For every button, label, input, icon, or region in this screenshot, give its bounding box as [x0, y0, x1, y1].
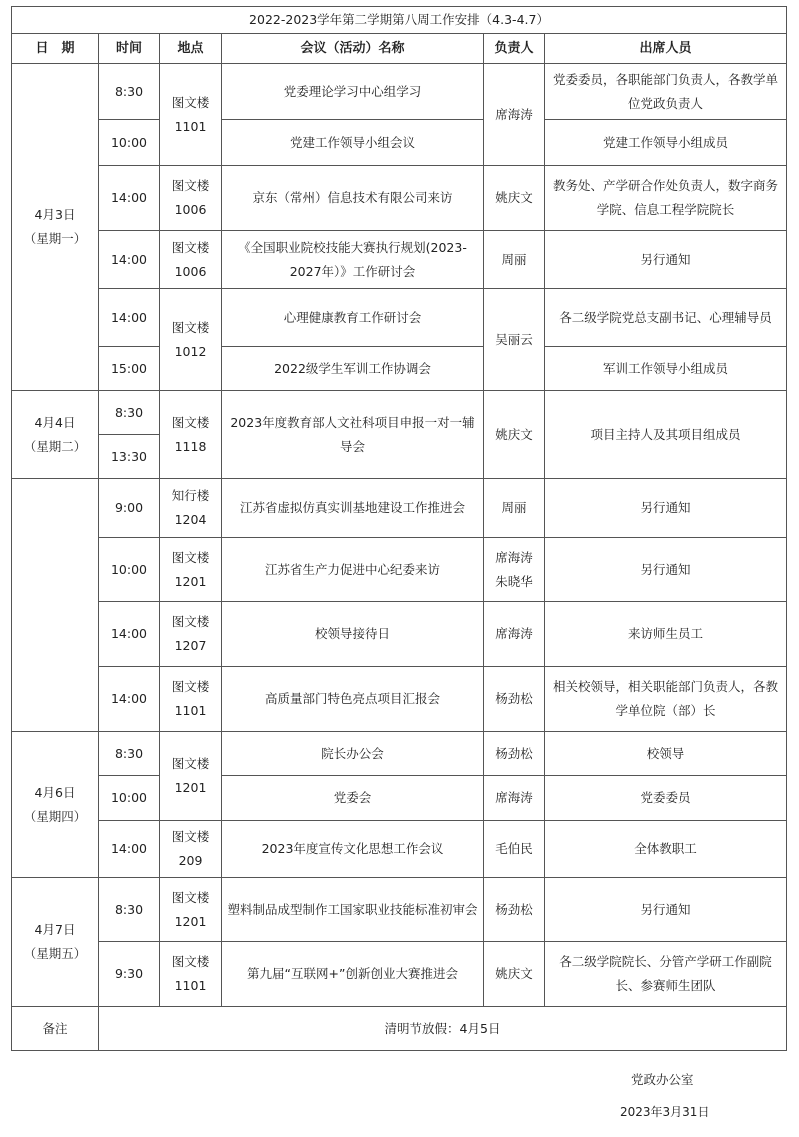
place-room: 1207 — [174, 638, 207, 653]
attendees-cell: 另行通知 — [545, 479, 787, 538]
attendees-cell: 相关校领导，相关职能部门负责人，各教学单位院（部）长 — [545, 667, 787, 732]
table-row — [12, 942, 787, 1007]
meeting-cell: 院长办公会 — [222, 732, 484, 776]
table-row — [12, 391, 787, 435]
place-cell — [160, 64, 222, 166]
leader-name: 朱晓华 — [495, 573, 533, 589]
place-cell — [160, 289, 222, 391]
meeting-cell: 第九届“互联网+”创新创业大赛推进会 — [222, 942, 484, 1007]
weekday-label: （星期二） — [23, 438, 87, 454]
time-cell: 14:00 — [99, 289, 160, 347]
weekday-label: （星期五） — [23, 946, 87, 961]
header-meeting: 会议（活动）名称 — [222, 34, 484, 64]
header-leader: 负责人 — [484, 34, 545, 64]
leader-cell: 杨劲松 — [484, 732, 545, 776]
leader-cell: 杨劲松 — [484, 878, 545, 942]
attendees-cell: 党委委员，各职能部门负责人，各教学单位党政负责人 — [545, 64, 787, 120]
table-row — [12, 667, 787, 732]
attendees-cell: 党建工作领导小组成员 — [545, 120, 787, 166]
place-cell — [160, 166, 222, 231]
time-cell: 14:00 — [99, 231, 160, 289]
time-cell: 14:00 — [99, 821, 160, 878]
attendees-cell: 各二级学院院长、分管产学研工作副院长、参赛师生团队 — [545, 942, 787, 1007]
date-cell — [12, 391, 99, 479]
place-building: 图文楼 — [171, 679, 210, 694]
date-label: 4月6日 — [34, 784, 76, 800]
table-row — [12, 231, 787, 289]
place-room: 209 — [178, 853, 203, 868]
note-label: 备注 — [12, 1007, 99, 1051]
date-cell — [12, 64, 99, 391]
place-building: 图文楼 — [171, 756, 210, 771]
table-row — [12, 120, 787, 166]
place-building: 图文楼 — [171, 954, 210, 969]
date-label: 4月3日 — [34, 207, 76, 222]
time-cell: 14:00 — [99, 602, 160, 667]
time-cell: 8:30 — [99, 64, 160, 120]
page-title: 2022-2023学年第二学期第八周工作安排（4.3-4.7） — [12, 7, 787, 34]
table-row — [12, 479, 787, 538]
time-cell: 13:30 — [99, 435, 160, 479]
attendees-cell: 来访师生员工 — [545, 602, 787, 667]
time-cell: 10:00 — [99, 120, 160, 166]
time-cell: 9:30 — [99, 942, 160, 1007]
meeting-cell: 高质量部门特色亮点项目汇报会 — [222, 667, 484, 732]
leader-cell — [484, 538, 545, 602]
date-cell — [12, 479, 99, 732]
leader-cell: 毛伯民 — [484, 821, 545, 878]
weekday-label: （星期一） — [23, 231, 87, 246]
note-row — [12, 1007, 787, 1051]
table-row — [12, 776, 787, 821]
place-room: 1118 — [174, 438, 207, 454]
place-room: 1101 — [174, 703, 207, 718]
date-label: 4月7日 — [34, 922, 76, 937]
place-building: 知行楼 — [171, 488, 210, 503]
attendees-cell: 另行通知 — [545, 538, 787, 602]
place-building: 图文楼 — [171, 889, 210, 905]
meeting-cell: 心理健康教育工作研讨会 — [222, 289, 484, 347]
place-room: 1201 — [174, 780, 207, 795]
time-cell: 14:00 — [99, 166, 160, 231]
meeting-cell: 2023年度教育部人文社科项目申报一对一辅导会 — [222, 391, 484, 479]
attendees-cell: 校领导 — [545, 732, 787, 776]
place-room: 1204 — [174, 512, 207, 527]
place-cell — [160, 942, 222, 1007]
time-cell: 9:00 — [99, 479, 160, 538]
place-building: 图文楼 — [171, 239, 210, 255]
leader-cell: 周丽 — [484, 479, 545, 538]
issuer-office: 党政办公室 — [631, 1072, 694, 1087]
header-row — [12, 34, 787, 64]
time-cell: 10:00 — [99, 538, 160, 602]
meeting-cell: 江苏省生产力促进中心纪委来访 — [222, 538, 484, 602]
leader-cell: 姚庆文 — [484, 942, 545, 1007]
attendees-cell: 另行通知 — [545, 878, 787, 942]
place-cell — [160, 231, 222, 289]
table-row — [12, 166, 787, 231]
place-cell — [160, 667, 222, 732]
leader-cell: 席海涛 — [484, 602, 545, 667]
date-label: 4月4日 — [34, 414, 76, 430]
table-row — [12, 602, 787, 667]
header-place: 地点 — [160, 34, 222, 64]
weekday-label: （星期四） — [23, 808, 87, 824]
header-time: 时间 — [99, 34, 160, 64]
time-cell: 8:30 — [99, 391, 160, 435]
time-cell: 8:30 — [99, 878, 160, 942]
place-cell — [160, 732, 222, 821]
meeting-cell: 2023年度宣传文化思想工作会议 — [222, 821, 484, 878]
leader-cell: 席海涛 — [484, 64, 545, 166]
meeting-cell: 江苏省虚拟仿真实训基地建设工作推进会 — [222, 479, 484, 538]
place-building: 图文楼 — [171, 178, 210, 193]
header-attendees: 出席人员 — [545, 34, 787, 64]
place-building: 图文楼 — [171, 319, 210, 335]
place-cell — [160, 538, 222, 602]
place-building: 图文楼 — [171, 549, 210, 565]
table-row — [12, 878, 787, 942]
leader-cell: 席海涛 — [484, 776, 545, 821]
time-cell: 15:00 — [99, 347, 160, 391]
date-cell — [12, 732, 99, 878]
table-row — [12, 732, 787, 776]
meeting-cell: 2022级学生军训工作协调会 — [222, 347, 484, 391]
place-room: 1006 — [174, 263, 207, 279]
time-cell: 14:00 — [99, 667, 160, 732]
meeting-cell: 党委理论学习中心组学习 — [222, 64, 484, 120]
place-room: 1201 — [174, 913, 207, 929]
issue-date: 2023年3月31日 — [620, 1105, 710, 1119]
place-room: 1201 — [174, 573, 207, 589]
table-row — [12, 821, 787, 878]
meeting-cell: 《全国职业院校技能大赛执行规划(2023-2027年）》工作研讨会 — [222, 231, 484, 289]
place-cell — [160, 391, 222, 479]
time-cell: 10:00 — [99, 776, 160, 821]
place-cell — [160, 602, 222, 667]
attendees-cell: 项目主持人及其项目组成员 — [545, 391, 787, 479]
meeting-cell: 党委会 — [222, 776, 484, 821]
place-building: 图文楼 — [171, 414, 210, 430]
header-date: 日 期 — [12, 34, 99, 64]
meeting-cell: 校领导接待日 — [222, 602, 484, 667]
place-building: 图文楼 — [171, 614, 210, 629]
place-cell — [160, 878, 222, 942]
place-room: 1012 — [174, 343, 207, 359]
leader-name: 席海涛 — [495, 549, 533, 565]
place-room: 1101 — [174, 978, 207, 993]
attendees-cell: 各二级学院党总支副书记、心理辅导员 — [545, 289, 787, 347]
table-row — [12, 64, 787, 120]
leader-cell: 周丽 — [484, 231, 545, 289]
leader-cell: 杨劲松 — [484, 667, 545, 732]
place-cell — [160, 479, 222, 538]
place-room: 1006 — [174, 202, 207, 217]
place-cell — [160, 821, 222, 878]
table-row — [12, 538, 787, 602]
place-building: 图文楼 — [171, 829, 210, 844]
table-row — [12, 347, 787, 391]
table-row — [12, 289, 787, 347]
leader-cell: 姚庆文 — [484, 166, 545, 231]
meeting-cell: 京东（常州）信息技术有限公司来访 — [222, 166, 484, 231]
note-text: 清明节放假：4月5日 — [99, 1007, 787, 1051]
leader-cell: 姚庆文 — [484, 391, 545, 479]
meeting-cell: 党建工作领导小组会议 — [222, 120, 484, 166]
date-cell — [12, 878, 99, 1007]
schedule-table — [11, 6, 787, 1051]
time-cell: 8:30 — [99, 732, 160, 776]
attendees-cell: 全体教职工 — [545, 821, 787, 878]
attendees-cell: 另行通知 — [545, 231, 787, 289]
place-room: 1101 — [174, 118, 207, 134]
attendees-cell: 军训工作领导小组成员 — [545, 347, 787, 391]
attendees-cell: 党委委员 — [545, 776, 787, 821]
place-building: 图文楼 — [171, 94, 210, 110]
meeting-cell: 塑料制品成型制作工国家职业技能标准初审会 — [222, 878, 484, 942]
leader-cell: 吴丽云 — [484, 289, 545, 391]
attendees-cell: 教务处、产学研合作处负责人，数字商务学院、信息工程学院院长 — [545, 166, 787, 231]
